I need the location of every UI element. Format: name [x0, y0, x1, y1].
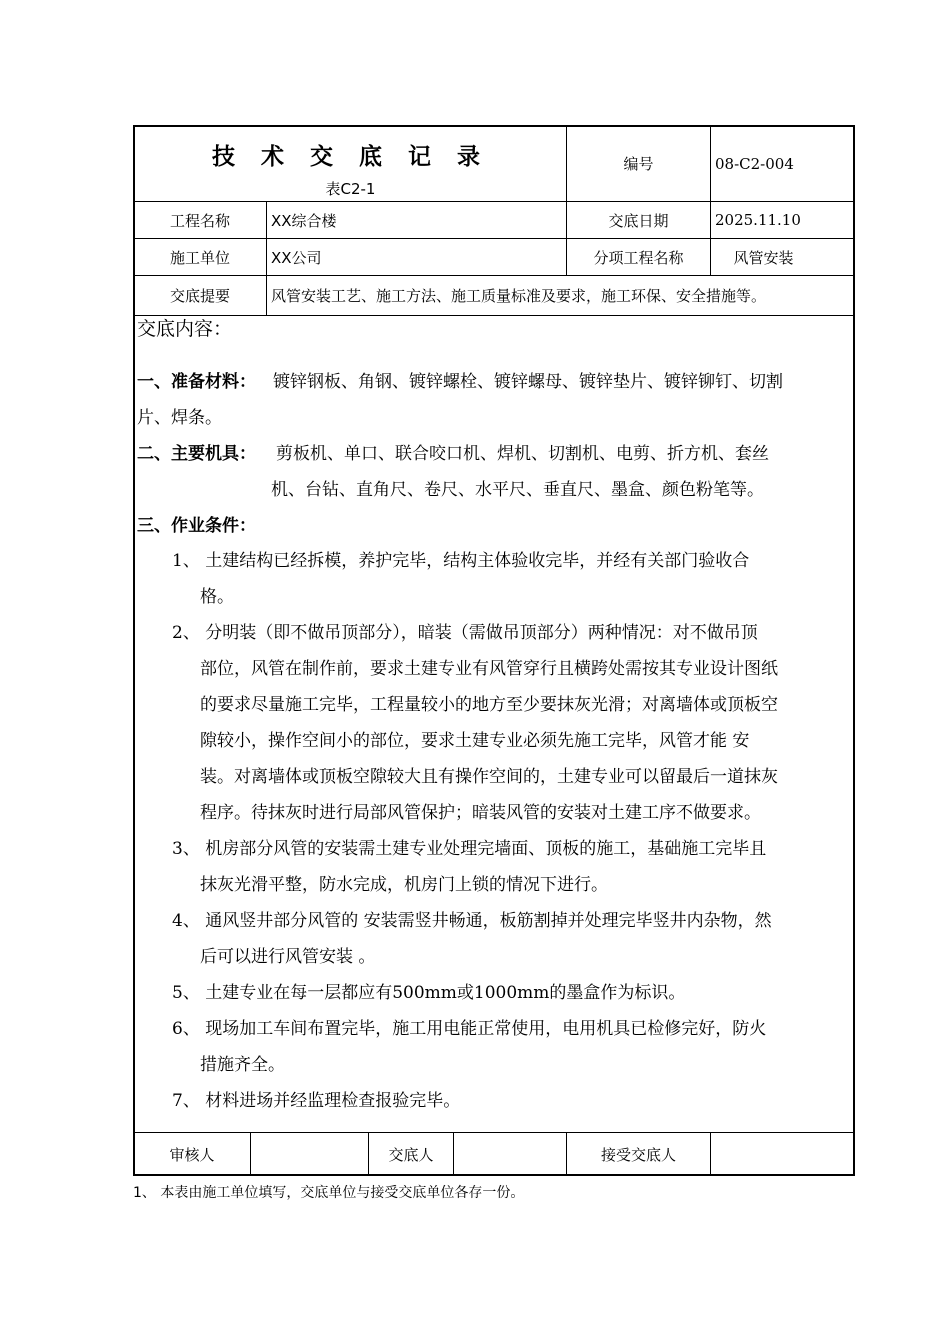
condition-item: 1、 土建结构已经拆模，养护完毕，结构主体验收完毕，并经有关部门验收合 — [172, 551, 750, 571]
condition-item: 7、 材料进场并经监理检查报验完毕。 — [172, 1091, 461, 1111]
form-code: 表C2-1 — [325, 180, 376, 198]
summary-value: 风管安装工艺、施工方法、施工质量标准及要求，施工环保、安全措施等。 — [271, 287, 767, 305]
condition-item: 抹灰光滑平整，防水完成，机房门上锁的情况下进行。 — [200, 875, 608, 895]
condition-item: 隙较小，操作空间小的部位，要求土建专业必须先施工完毕，风管才能 安 — [200, 731, 750, 751]
condition-item: 3、 机房部分风管的安装需土建专业处理完墙面、顶板的施工，基础施工完毕且 — [172, 839, 767, 859]
tools-text: 剪板机、单口、联合咬口机、焊机、切割机、电剪、折方机、套丝 — [276, 444, 769, 464]
condition-item: 部位，风管在制作前，要求土建专业有风管穿行且横跨处需按其专业设计图纸 — [200, 659, 778, 679]
condition-item: 2、 分明装（即不做吊顶部分），暗装（需做吊顶部分）两种情况：对不做吊顶 — [172, 623, 758, 643]
materials-text: 镀锌钢板、角钢、镀锌螺栓、镀锌螺母、镀锌垫片、镀锌铆钉、切割 — [273, 372, 783, 392]
discloser-signature — [454, 1133, 566, 1175]
date-value: 2025.11.10 — [715, 211, 801, 229]
footnote: 1、 本表由施工单位填写，交底单位与接受交底单位各存一份。 — [133, 1185, 525, 1201]
contractor-label: 施工单位 — [169, 248, 230, 267]
conditions-title: 三、作业条件： — [137, 516, 256, 536]
condition-item: 后可以进行风管安装 。 — [200, 947, 376, 967]
materials-title: 一、准备材料： — [137, 372, 256, 392]
tools-text: 机、台钻、直角尺、卷尺、水平尺、垂直尺、墨盒、颜色粉笔等。 — [271, 480, 764, 500]
materials-text: 片、焊条。 — [137, 408, 222, 428]
date-label: 交底日期 — [608, 211, 669, 230]
discloser-label: 交底人 — [388, 1145, 434, 1164]
project-name-value: XX综合楼 — [271, 211, 337, 230]
receiver-signature — [711, 1133, 853, 1175]
row-divider — [134, 315, 854, 316]
subproject-value: 风管安装 — [733, 248, 794, 267]
contractor-value: XX公司 — [271, 248, 322, 267]
summary-label: 交底提要 — [169, 287, 230, 305]
number-label: 编号 — [623, 155, 654, 173]
tools-title: 二、主要机具： — [137, 444, 256, 464]
condition-item: 4、 通风竖井部分风管的 安装需竖井畅通，板筋割掉并处理完毕竖井内杂物，然 — [172, 911, 772, 931]
condition-item: 格。 — [200, 587, 234, 607]
content-heading: 交底内容： — [137, 318, 233, 340]
condition-item: 程序。待抹灰时进行局部风管保护；暗装风管的安装对土建工序不做要求。 — [200, 803, 761, 823]
project-name-label: 工程名称 — [169, 211, 230, 230]
condition-item: 5、 土建专业在每一层都应有500mm或1000mm的墨盒作为标识。 — [172, 983, 686, 1003]
condition-item: 6、 现场加工车间布置完毕，施工用电能正常使用，电用机具已检修完好，防火 — [172, 1019, 767, 1039]
condition-item: 的要求尽量施工完毕，工程量较小的地方至少要抹灰光滑；对离墙体或顶板空 — [200, 695, 778, 715]
condition-item: 装。对离墙体或顶板空隙较大且有操作空间的，土建专业可以留最后一道抹灰 — [200, 767, 778, 787]
subproject-label: 分项工程名称 — [593, 248, 684, 267]
form-title: 技 术 交 底 记 录 — [211, 144, 490, 170]
receiver-label: 接受交底人 — [600, 1145, 676, 1164]
reviewer-signature — [251, 1133, 368, 1175]
condition-item: 措施齐全。 — [200, 1055, 285, 1075]
reviewer-label: 审核人 — [169, 1145, 215, 1164]
number-value: 08-C2-004 — [715, 154, 794, 173]
